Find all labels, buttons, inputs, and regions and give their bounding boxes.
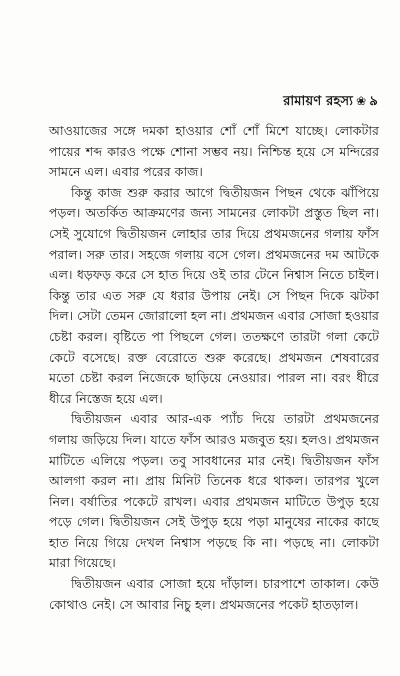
body-text — [49, 121, 379, 615]
paragraph: দ্বিতীয়জন এবার সোজা হয়ে দাঁড়াল। চারপাশে তাকাল। কেউ কোথাও নেই। সে আবার নিচু হল। প্রথমজনের পকেট হাতড়াল। — [49, 576, 379, 612]
page-number: ৯ — [369, 94, 378, 109]
flower-ornament-icon: ❀ — [356, 94, 367, 108]
paragraph: দ্বিতীয়জন এবার আর-এক প্যাঁচ দিয়ে তারটা প্রথমজনের গলায় জড়িয়ে দিল। যাতে ফাঁস আরও মজবুত হয়। হলও। প্রথমজন মাটিতে এলিয়ে পড়ল। তবু সাবধানের মার নেই। দ্বিতীয়জন ফাঁস আলগা করল না। প্রায় মিনিট তিনেক ধরে থাকল। তারপর খুলে নিল। বর্ষাতির পকেটে রাখল। এবার প্রথমজন মাটিতে উপুড় হয়ে পড়ে গেল। দ্বিতীয়জন সেই উপুড় হয়ে পড়া মানুষের নাকের কাছে হাত নিয়ে গিয়ে দেখল নিশ্বাস পড়ছে কি না। পড়ছে না। লোকটা মারা গিয়েছে। — [49, 411, 379, 571]
book-title: রামায়ণ রহস্য — [283, 94, 354, 109]
running-header — [283, 92, 378, 113]
paragraph: কিন্তু কাজ শুরু করার আগে দ্বিতীয়জন পিছন থেকে ঝাঁপিয়ে পড়ল। অতর্কিত আক্রমণের জন্য সামনের লোকটা প্রস্তুত ছিল না। সেই সুযোগে দ্বিতীয়জন লোহার তার দিয়ে প্রথমজনের গলায় ফাঁস পরাল। সরু তার। সহজে গলায় বসে গেল। প্রথমজনের দম আটকে এল। ধড়ফড় করে সে হাত দিয়ে ওই তার টেনে নিশ্বাস নিতে চাইল। কিন্তু তার এত সরু যে ধরার উপায় নেই। সে পিছন দিকে ঝটকা দিল। সেটা তেমন জোরালো হল না। প্রথমজন এবার সোজা হওয়ার চেষ্টা করল। বৃষ্টিতে পা পিছলে গেল। ততক্ষণে তারটা গলা কেটে কেটে বসেছে। রক্ত বেরোতে শুরু করেছে। প্রথমজন শেষবারের মতো চেষ্টা করল নিজেকে ছাড়িয়ে নেওয়ার। পারল না। বরং ধীরে ধীরে নিস্তেজ হয়ে এল। — [49, 184, 379, 406]
paragraph: আওয়াজের সঙ্গে দমকা হাওয়ার শোঁ শোঁ মিশে যাচ্ছে। লোকটার পায়ের শব্দ কারও পক্ষে শোনা সম্ভব নয়। নিশ্চিন্ত হয়ে সে মন্দিরের সামনে এল। এবার পরের কাজ। — [49, 123, 379, 180]
